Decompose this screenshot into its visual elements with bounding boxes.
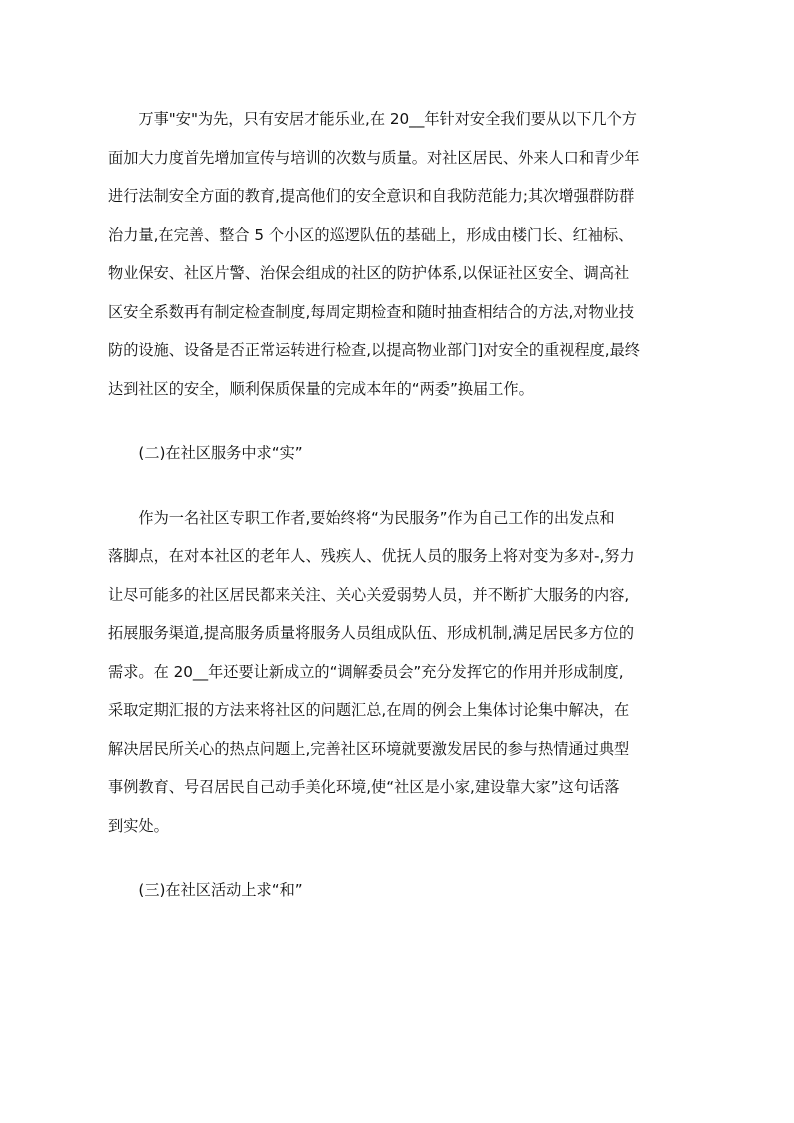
paragraph-line: 防的设施、设备是否正常运转进行检查,以提高物业部门]对安全的重视程度,最终 (108, 341, 640, 359)
paragraph-line: 拓展服务渠道,提高服务质量将服务人员组成队伍、形成机制,满足居民多方位的 (108, 624, 635, 642)
paragraph-safety (108, 100, 688, 408)
paragraph-service (108, 499, 688, 846)
paragraph-line: 物业保安、社区片警、治保会组成的社区的防护体系,以保证社区安全、调高社 (108, 264, 630, 282)
paragraph-line: 作为一名社区专职工作者,要始终将“为民服务”作为自己工作的出发点和 (138, 508, 615, 527)
paragraph-line: 进行法制安全方面的教育,提高他们的安全意识和自我防范能力;其次增强群防群 (108, 187, 635, 205)
paragraph-line: 面加大力度首先增加宣传与培训的次数与质量。对社区居民、外来人口和青少年 (108, 148, 640, 167)
paragraph-line: 需求。在 20__年还要让新成立的“调解委员会”充分发挥它的作用并形成制度, (108, 662, 624, 681)
paragraph-line: 落脚点，在对本社区的老年人、残疾人、优抚人员的服务上将对变为多对-,努力 (108, 547, 635, 565)
section-heading-service: (二)在社区服务中求“实” (138, 444, 303, 462)
paragraph-line: 区安全系数再有制定检查制度,每周定期检查和随时抽查相结合的方法,对物业技 (108, 302, 635, 321)
paragraph-line: 万事"安"为先，只有安居才能乐业,在 20__年针对安全我们要从以下几个方 (138, 110, 637, 128)
document-body (108, 100, 688, 936)
paragraph-line: 事例教育、号召居民自己动手美化环境,使“社区是小家,建设靠大家”这句话落 (108, 778, 620, 796)
paragraph-line: 到实处。 (108, 816, 169, 835)
paragraph-line: 采取定期汇报的方法来将社区的问题汇总,在周的例会上集体讨论集中解决，在 (108, 701, 630, 719)
paragraph-line: 治力量,在完善、整合 5 个小区的巡逻队伍的基础上，形成由楼门长、红袖标、 (108, 225, 634, 244)
paragraph-line: 让尽可能多的社区居民都来关注、关心关爱弱势人员，并不断扩大服务的内容, (108, 585, 630, 604)
paragraph-line: 解决居民所关心的热点问题上,完善社区环境就要激发居民的参与热情通过典型 (108, 739, 630, 758)
section-heading-activities: (三)在社区活动上求“和” (138, 881, 303, 899)
paragraph-line: 达到社区的安全，顺利保质保量的完成本年的“两委”换届工作。 (108, 379, 534, 398)
